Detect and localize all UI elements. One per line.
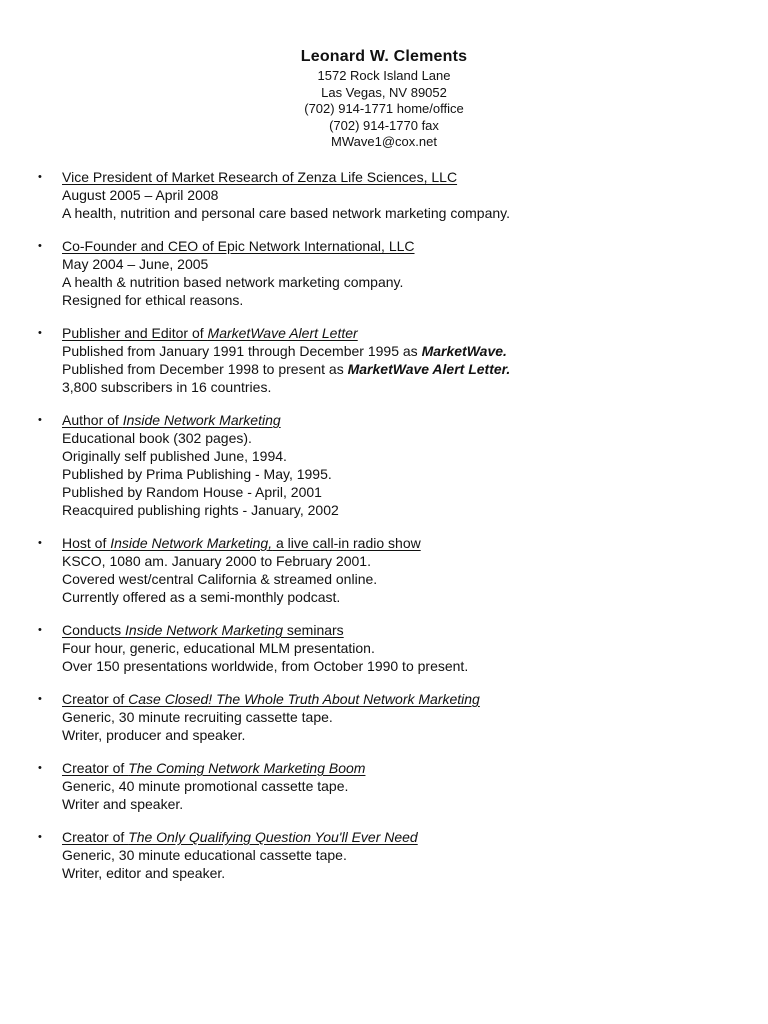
entry-qualifying-question — [0, 828, 768, 882]
entry-line: Writer, producer and speaker. — [62, 727, 246, 743]
bullet: • — [38, 327, 42, 339]
entry-line: Writer and speaker. — [62, 796, 184, 812]
entry-seminars — [0, 621, 768, 675]
entry-title — [62, 324, 768, 342]
entry-zenza — [0, 168, 768, 222]
line-emphasis: MarketWave Alert Letter. — [347, 361, 511, 377]
entry-line: Originally self published June, 1994. — [62, 448, 287, 464]
title-italic: MarketWave Alert Letter — [207, 325, 358, 341]
address-line-2: Las Vegas, NV 89052 — [321, 84, 447, 100]
title-italic: Inside Network Marketing — [122, 412, 281, 428]
bullet: • — [38, 762, 42, 774]
entry-book — [0, 411, 768, 519]
entry-line: Generic, 30 minute recruiting cassette tape. — [62, 709, 333, 725]
email-line: MWave1@cox.net — [331, 134, 437, 150]
entry-line: August 2005 – April 2008 — [62, 187, 219, 203]
title-italic: Case Closed! The Whole Truth About Network Marketing — [128, 691, 480, 707]
entry-line: Published by Random House - April, 2001 — [62, 484, 322, 500]
title-italic: Inside Network Marketing, — [110, 535, 273, 551]
bullet: • — [38, 624, 42, 636]
entry-line: A health & nutrition based network marketing company. — [62, 274, 404, 290]
bullet: • — [38, 240, 42, 252]
entry-line: A health, nutrition and personal care based network marketing company. — [62, 205, 510, 221]
entry-title — [62, 411, 768, 429]
title-prefix: Author of — [62, 412, 123, 428]
entry-radio-show — [0, 534, 768, 606]
title-prefix: Publisher and Editor of — [62, 325, 208, 341]
entry-line: Resigned for ethical reasons. — [62, 292, 244, 308]
entry-marketwave — [0, 324, 768, 396]
line-text: Published from January 1991 through December 1995 as — [62, 343, 422, 359]
title-prefix: Conducts — [62, 622, 126, 638]
bullet: • — [38, 171, 42, 183]
entry-line: 3,800 subscribers in 16 countries. — [62, 379, 272, 395]
entry-line: Reacquired publishing rights - January, 2002 — [62, 502, 339, 518]
entry-line: May 2004 – June, 2005 — [62, 256, 209, 272]
entry-coming-boom — [0, 759, 768, 813]
bullet: • — [38, 831, 42, 843]
person-name: Leonard W. Clements — [300, 48, 468, 65]
entry-title: Co-Founder and CEO of Epic Network International, LLC — [62, 238, 415, 254]
title-prefix: Host of — [62, 535, 111, 551]
entry-line: Educational book (302 pages). — [62, 430, 252, 446]
line-text: Published from December 1998 to present as — [62, 361, 348, 377]
entry-line: KSCO, 1080 am. January 2000 to February 2001. — [62, 553, 371, 569]
title-italic: Inside Network Marketing — [125, 622, 283, 638]
title-prefix: Creator of — [62, 691, 129, 707]
entry-line: Over 150 presentations worldwide, from October 1990 to present. — [62, 658, 469, 674]
title-italic: The Only Qualifying Question You'll Ever Need — [128, 829, 418, 845]
title-suffix: a live call-in radio show — [272, 535, 421, 551]
phone-line: (702) 914-1771 home/office — [304, 101, 464, 117]
title-prefix: Creator of — [62, 760, 129, 776]
entry-line: Published by Prima Publishing - May, 1995. — [62, 466, 332, 482]
entry-line: Four hour, generic, educational MLM presentation. — [62, 640, 375, 656]
title-prefix: Creator of — [62, 829, 129, 845]
entry-line: Currently offered as a semi-monthly podcast. — [62, 589, 341, 605]
line-emphasis: MarketWave. — [421, 343, 507, 359]
fax-line: (702) 914-1770 fax — [329, 117, 439, 133]
entry-line — [62, 360, 768, 378]
entry-title — [62, 621, 768, 639]
address-line-1: 1572 Rock Island Lane — [317, 68, 451, 83]
entry-title: Vice President of Market Research of Zenza Life Sciences, LLC — [62, 169, 458, 185]
entry-case-closed — [0, 690, 768, 744]
title-suffix: seminars — [283, 622, 344, 638]
entry-title — [62, 690, 768, 708]
entry-epic — [0, 237, 768, 309]
entry-title — [62, 534, 768, 552]
bullet: • — [38, 414, 42, 426]
bullet: • — [38, 537, 42, 549]
contact-header — [0, 47, 768, 151]
entry-line — [62, 342, 768, 360]
entry-line: Covered west/central California & streamed online. — [62, 571, 378, 587]
bullet: • — [38, 693, 42, 705]
entry-line: Generic, 40 minute promotional cassette tape. — [62, 778, 349, 794]
entry-title — [62, 759, 768, 777]
entry-title — [62, 828, 768, 846]
title-italic: The Coming Network Marketing Boom — [128, 760, 366, 776]
entry-line: Writer, editor and speaker. — [62, 865, 226, 881]
entry-line: Generic, 30 minute educational cassette tape. — [62, 847, 347, 863]
experience-list — [0, 168, 768, 897]
